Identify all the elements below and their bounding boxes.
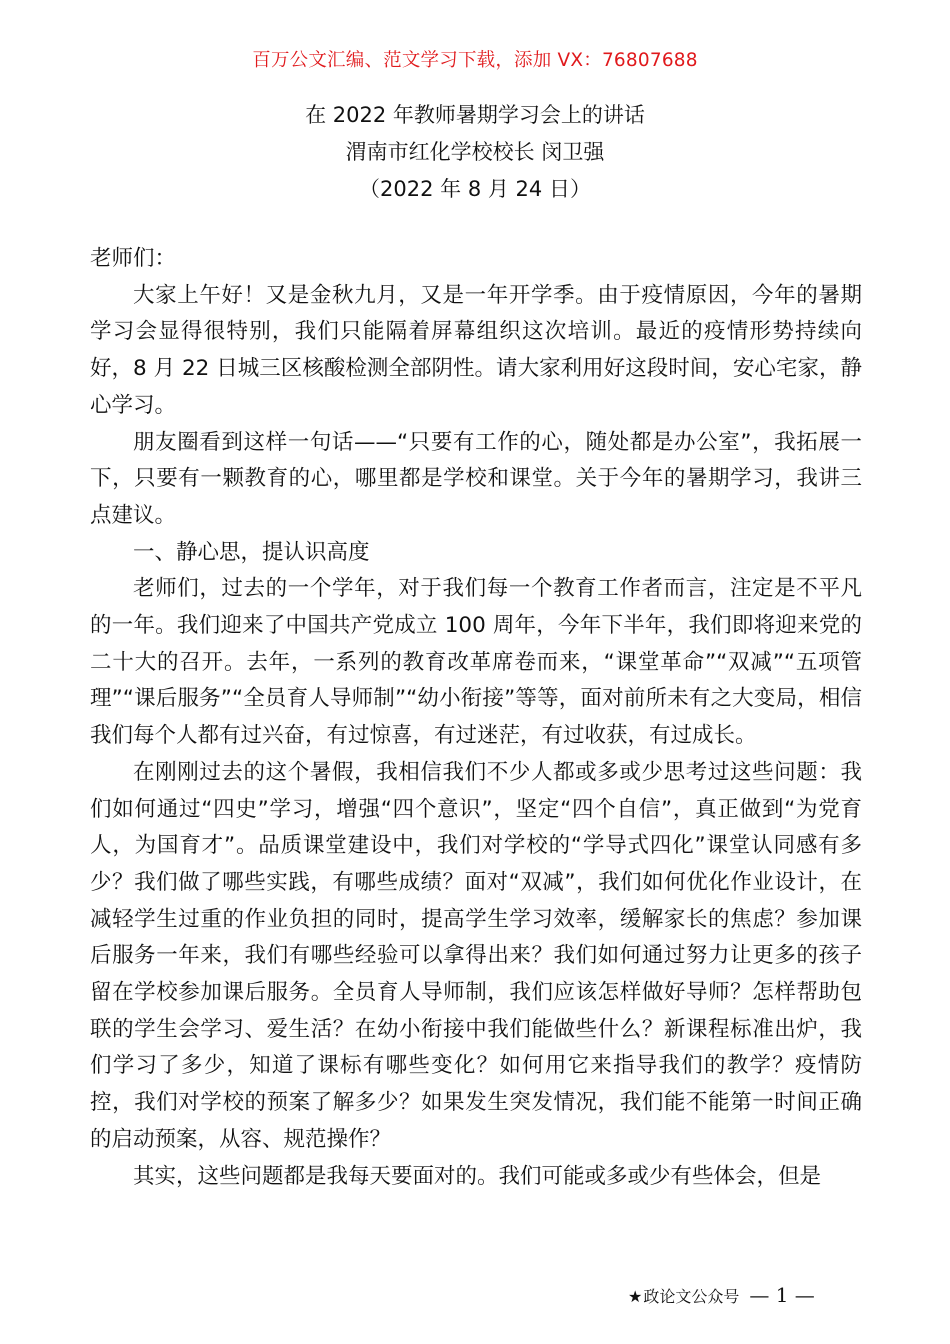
paragraph: 大家上午好！又是金秋九月，又是一年开学季。由于疫情原因，今年的暑期学习会显得很特别，我们只能隔着屏幕组织这次培训。最近的疫情形势持续向好，8 月 22 日城三区核酸检测全部阴性。请大家利用好这段时间，安心宅家，静心学习。 <box>90 282 862 418</box>
speech-body <box>90 241 862 1195</box>
paragraph: 其实，这些问题都是我每天要面对的。我们可能或多或少有些体会，但是 <box>133 1163 822 1189</box>
page-footer <box>628 1283 815 1307</box>
paragraph: 在刚刚过去的这个暑假，我相信我们不少人都或多或少思考过这些问题：我们如何通过“四史”学习，增强“四个意识”，坚定“四个自信”，真正做到“为党育人，为国育才”。品质课堂建设中，我们对学校的“学导式四化”课堂认同感有多少？我们做了哪些实践，有哪些成绩？面对“双减”，我们如何优化作业设计，在减轻学生过重的作业负担的同时，提高学生学习效率，缓解家长的焦虑？参加课后服务一年来，我们有哪些经验可以拿得出来？我们如何通过努力让更多的孩子留在学校参加课后服务。全员育人导师制，我们应该怎样做好导师？怎样帮助包联的学生会学习、爱生活？在幼小衔接中我们能做些什么？新课程标准出炉，我们学习了多少，知道了课标有哪些变化？如何用它来指导我们的教学？疫情防控，我们对学校的预案了解多少？如果发生突发情况，我们能不能第一时间正确的启动预案，从容、规范操作？ <box>90 759 862 1152</box>
date-line: （2022 年 8 月 24 日） <box>359 177 591 201</box>
promo-banner: 百万公文汇编、范文学习下载，添加 VX：76807688 <box>252 50 698 71</box>
salutation: 老师们： <box>90 246 177 271</box>
paragraph: 朋友圈看到这样一句话——“只要有工作的心，随处都是办公室”，我拓展一下，只要有一颗教育的心，哪里都是学校和课堂。关于今年的暑期学习，我讲三点建议。 <box>90 429 862 528</box>
speech-title: 在 2022 年教师暑期学习会上的讲话 <box>305 103 645 127</box>
section-heading: 一、静心思，提认识高度 <box>133 539 370 565</box>
footer-source: 政论文公众号 <box>643 1287 740 1306</box>
speaker-line: 渭南市红化学校校长 闵卫强 <box>345 140 605 164</box>
star-icon: ★ <box>628 1287 643 1306</box>
paragraph: 老师们，过去的一个学年，对于我们每一个教育工作者而言，注定是不平凡的一年。我们迎来了中国共产党成立 100 周年，今年下半年，我们即将迎来党的二十大的召开。去年，一系列的教育改革席卷而来，“课堂革命”“双减”“五项管理”“课后服务”“全员育人导师制”“幼小衔接”等等，面对前所未有之大变局，相信我们每个人都有过兴奋，有过惊喜，有过迷茫，有过收获，有过成长。 <box>90 576 862 749</box>
page-number: — 1 — <box>749 1283 815 1307</box>
